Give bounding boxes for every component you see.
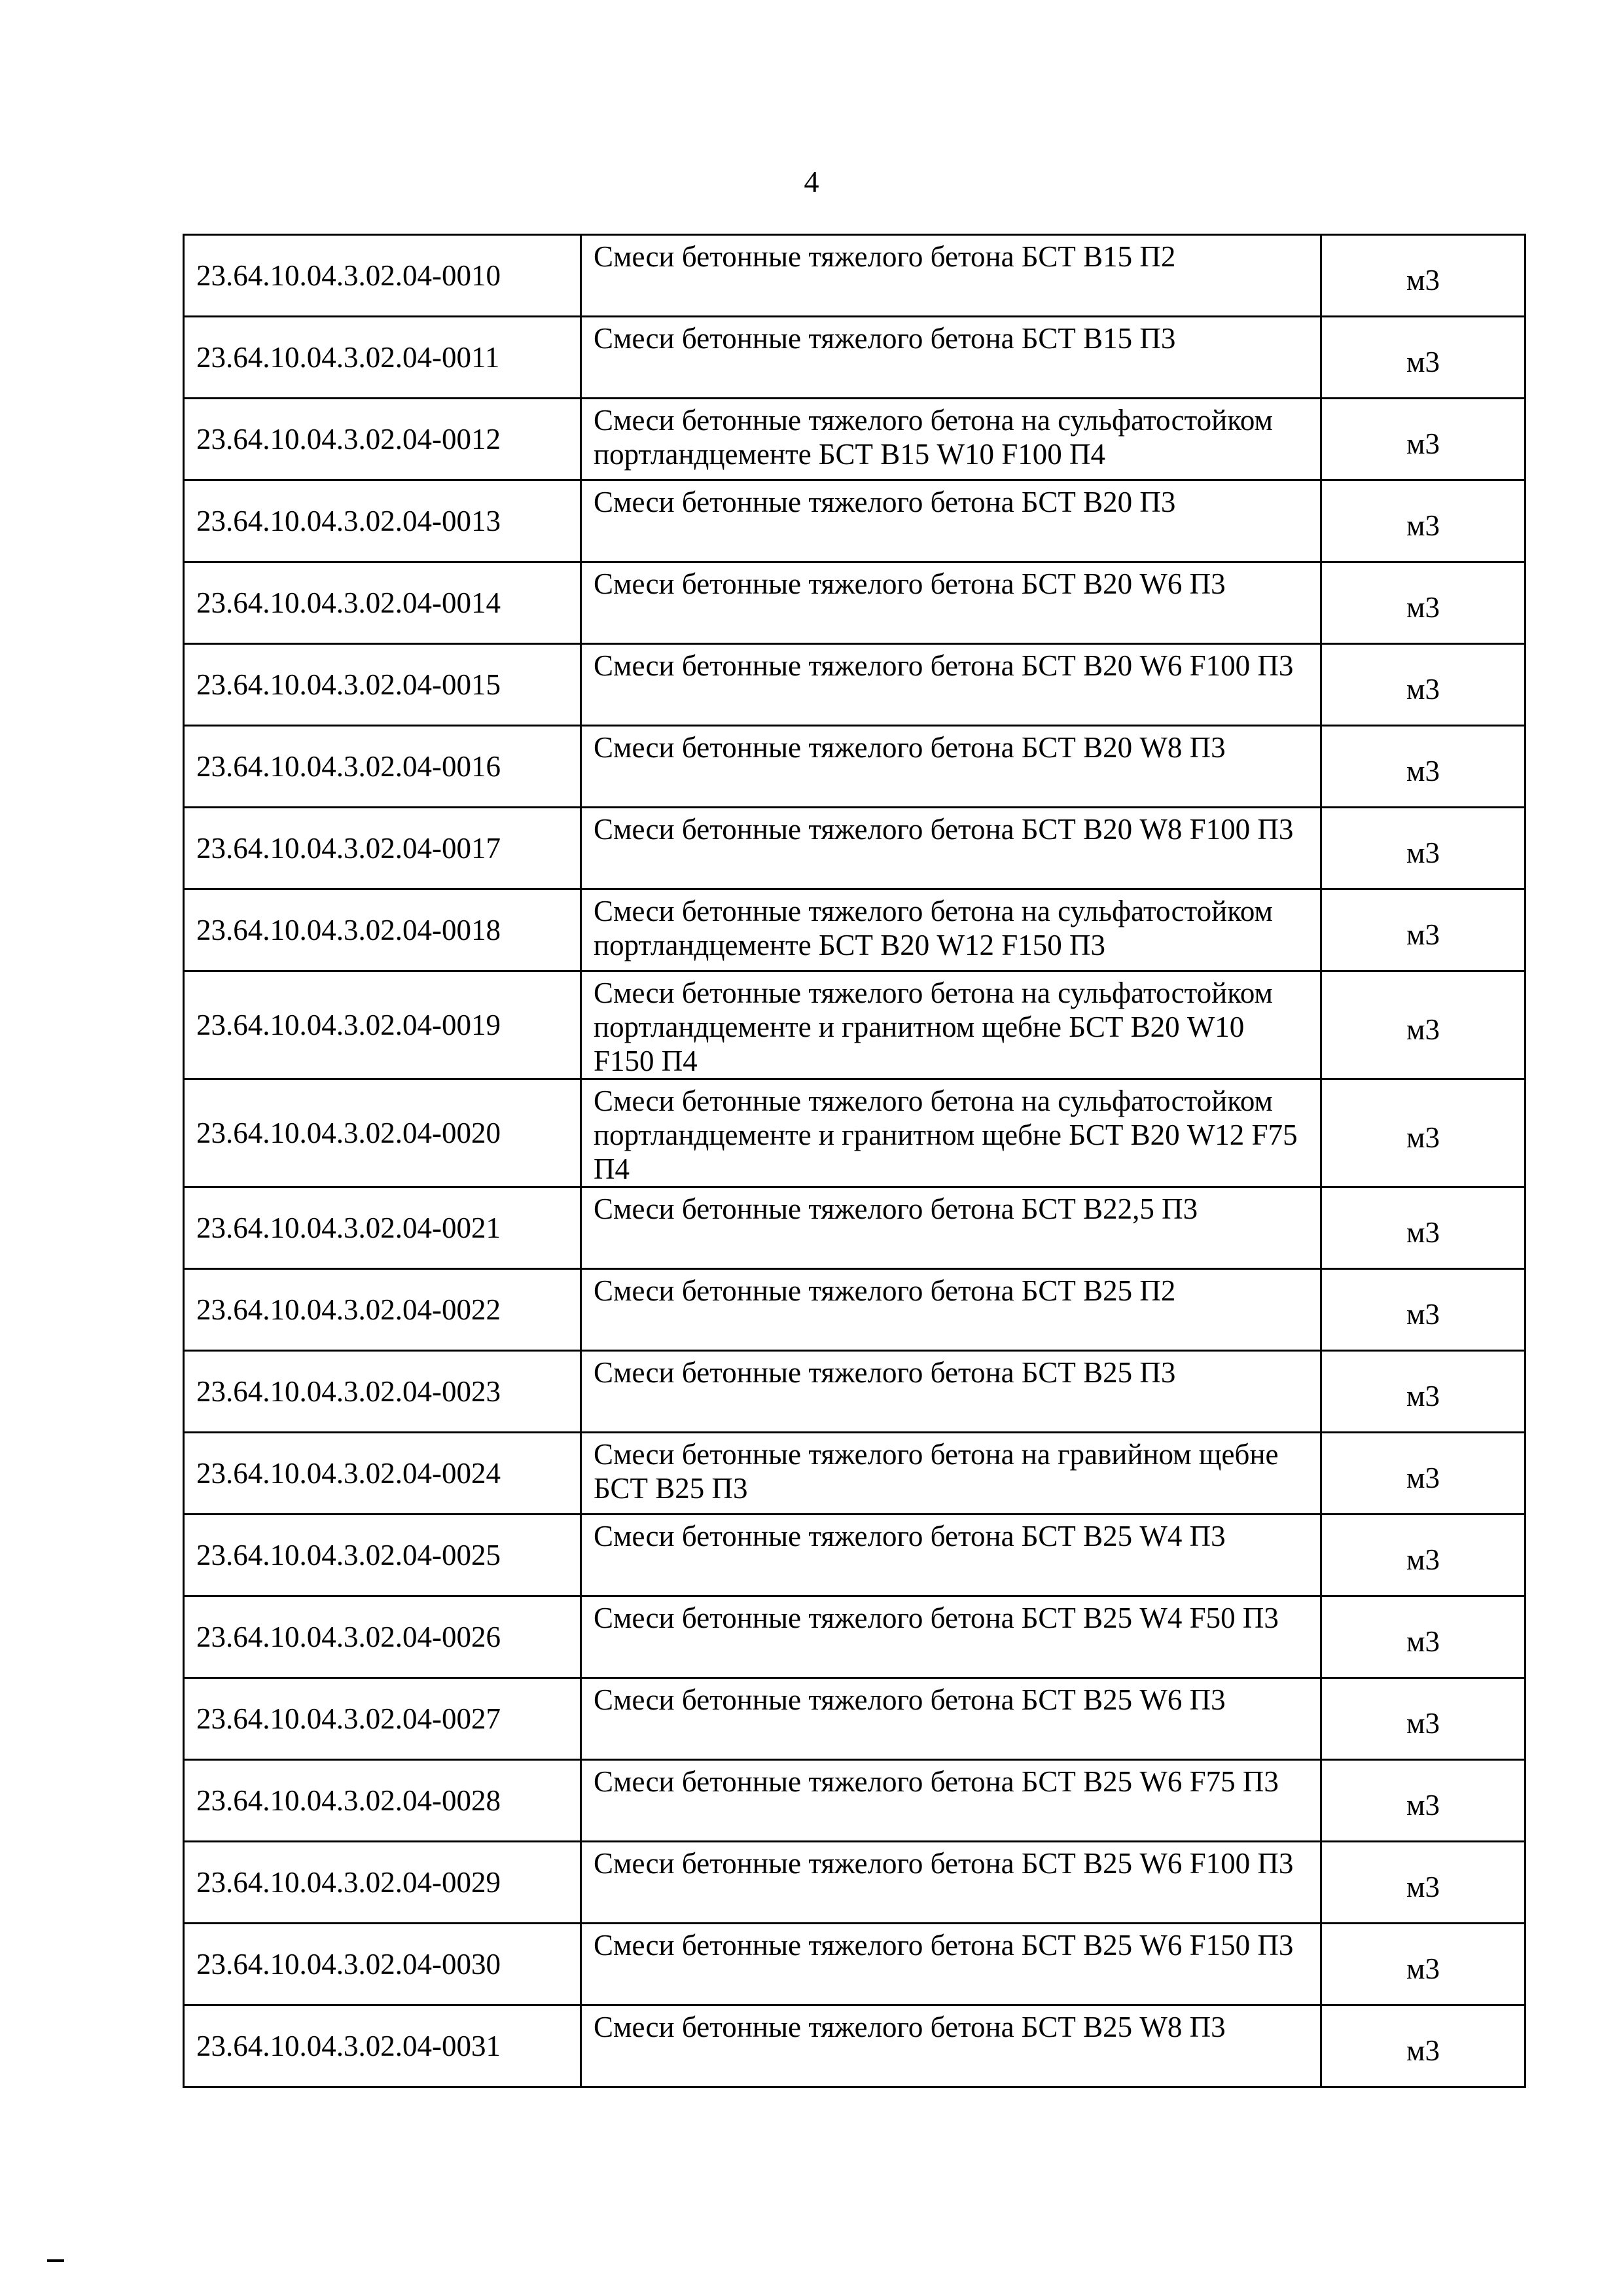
- item-code: 23.64.10.04.3.02.04-0021: [184, 1187, 581, 1269]
- item-name: Смеси бетонные тяжелого бетона на сульфатостойком портландцементе и гранитном щебне БСТ В20 W12 F75 П4: [581, 1079, 1321, 1187]
- item-name: Смеси бетонные тяжелого бетона на гравийном щебне БСТ В25 П3: [581, 1433, 1321, 1515]
- item-name: Смеси бетонные тяжелого бетона БСТ В25 П3: [581, 1351, 1321, 1433]
- item-name: Смеси бетонные тяжелого бетона БСТ В25 W6 F75 П3: [581, 1760, 1321, 1842]
- item-unit: м3: [1321, 317, 1525, 399]
- item-code: 23.64.10.04.3.02.04-0028: [184, 1760, 581, 1842]
- item-code: 23.64.10.04.3.02.04-0019: [184, 971, 581, 1079]
- item-name: Смеси бетонные тяжелого бетона БСТ В20 W8 F100 П3: [581, 808, 1321, 889]
- item-code: 23.64.10.04.3.02.04-0015: [184, 644, 581, 726]
- item-code: 23.64.10.04.3.02.04-0027: [184, 1678, 581, 1760]
- item-name: Смеси бетонные тяжелого бетона на сульфатостойком портландцементе и гранитном щебне БСТ В20 W10 F150 П4: [581, 971, 1321, 1079]
- item-code: 23.64.10.04.3.02.04-0014: [184, 562, 581, 644]
- item-unit: м3: [1321, 480, 1525, 562]
- item-name: Смеси бетонные тяжелого бетона БСТ В25 W8 П3: [581, 2005, 1321, 2087]
- materials-table: [183, 234, 1526, 2088]
- item-name: Смеси бетонные тяжелого бетона на сульфатостойком портландцементе БСТ В20 W12 F150 П3: [581, 889, 1321, 971]
- table-row: [184, 1515, 1525, 1596]
- item-name: Смеси бетонные тяжелого бетона БСТ В25 W6 F100 П3: [581, 1842, 1321, 1924]
- item-code: 23.64.10.04.3.02.04-0016: [184, 726, 581, 808]
- item-unit: м3: [1321, 808, 1525, 889]
- item-name: Смеси бетонные тяжелого бетона на сульфатостойком портландцементе БСТ В15 W10 F100 П4: [581, 399, 1321, 480]
- item-unit: м3: [1321, 1678, 1525, 1760]
- item-unit: м3: [1321, 1760, 1525, 1842]
- item-unit: м3: [1321, 399, 1525, 480]
- item-code: 23.64.10.04.3.02.04-0012: [184, 399, 581, 480]
- item-code: 23.64.10.04.3.02.04-0029: [184, 1842, 581, 1924]
- item-code: 23.64.10.04.3.02.04-0013: [184, 480, 581, 562]
- item-name: Смеси бетонные тяжелого бетона БСТ В25 W6 П3: [581, 1678, 1321, 1760]
- item-unit: м3: [1321, 1515, 1525, 1596]
- table-row: [184, 480, 1525, 562]
- item-code: 23.64.10.04.3.02.04-0023: [184, 1351, 581, 1433]
- item-name: Смеси бетонные тяжелого бетона БСТ В25 П2: [581, 1269, 1321, 1351]
- item-code: 23.64.10.04.3.02.04-0024: [184, 1433, 581, 1515]
- table-row: [184, 1596, 1525, 1678]
- table-row: [184, 1678, 1525, 1760]
- item-name: Смеси бетонные тяжелого бетона БСТ В20 W6 П3: [581, 562, 1321, 644]
- table-row: [184, 235, 1525, 317]
- table-row: [184, 1842, 1525, 1924]
- table-row: [184, 1433, 1525, 1515]
- item-unit: м3: [1321, 1596, 1525, 1678]
- table-row: [184, 1187, 1525, 1269]
- item-code: 23.64.10.04.3.02.04-0026: [184, 1596, 581, 1678]
- item-unit: м3: [1321, 1079, 1525, 1187]
- table-row: [184, 2005, 1525, 2087]
- item-code: 23.64.10.04.3.02.04-0030: [184, 1924, 581, 2005]
- item-code: 23.64.10.04.3.02.04-0011: [184, 317, 581, 399]
- table-row: [184, 726, 1525, 808]
- item-name: Смеси бетонные тяжелого бетона БСТ В20 W6 F100 П3: [581, 644, 1321, 726]
- scan-mark: [47, 2259, 64, 2262]
- item-unit: м3: [1321, 1269, 1525, 1351]
- item-unit: м3: [1321, 1351, 1525, 1433]
- table-row: [184, 562, 1525, 644]
- item-name: Смеси бетонные тяжелого бетона БСТ В15 П3: [581, 317, 1321, 399]
- item-unit: м3: [1321, 971, 1525, 1079]
- item-code: 23.64.10.04.3.02.04-0031: [184, 2005, 581, 2087]
- item-name: Смеси бетонные тяжелого бетона БСТ В20 W8 П3: [581, 726, 1321, 808]
- table-row: [184, 1269, 1525, 1351]
- table-row: [184, 1351, 1525, 1433]
- item-unit: м3: [1321, 562, 1525, 644]
- item-code: 23.64.10.04.3.02.04-0025: [184, 1515, 581, 1596]
- item-name: Смеси бетонные тяжелого бетона БСТ В15 П2: [581, 235, 1321, 317]
- item-unit: м3: [1321, 235, 1525, 317]
- table-row: [184, 1760, 1525, 1842]
- item-name: Смеси бетонные тяжелого бетона БСТ В25 W4 П3: [581, 1515, 1321, 1596]
- item-name: Смеси бетонные тяжелого бетона БСТ В25 W4 F50 П3: [581, 1596, 1321, 1678]
- table-row: [184, 644, 1525, 726]
- table-row: [184, 399, 1525, 480]
- item-unit: м3: [1321, 726, 1525, 808]
- item-unit: м3: [1321, 1842, 1525, 1924]
- item-code: 23.64.10.04.3.02.04-0010: [184, 235, 581, 317]
- item-code: 23.64.10.04.3.02.04-0017: [184, 808, 581, 889]
- item-code: 23.64.10.04.3.02.04-0022: [184, 1269, 581, 1351]
- item-unit: м3: [1321, 1187, 1525, 1269]
- item-unit: м3: [1321, 1924, 1525, 2005]
- table-row: [184, 1924, 1525, 2005]
- item-unit: м3: [1321, 889, 1525, 971]
- table-row: [184, 317, 1525, 399]
- item-unit: м3: [1321, 644, 1525, 726]
- item-unit: м3: [1321, 1433, 1525, 1515]
- item-name: Смеси бетонные тяжелого бетона БСТ В20 П3: [581, 480, 1321, 562]
- table-row: [184, 971, 1525, 1079]
- page-number: 4: [804, 165, 819, 198]
- item-code: 23.64.10.04.3.02.04-0018: [184, 889, 581, 971]
- item-name: Смеси бетонные тяжелого бетона БСТ В22,5 П3: [581, 1187, 1321, 1269]
- item-code: 23.64.10.04.3.02.04-0020: [184, 1079, 581, 1187]
- table-row: [184, 889, 1525, 971]
- table-row: [184, 1079, 1525, 1187]
- item-name: Смеси бетонные тяжелого бетона БСТ В25 W6 F150 П3: [581, 1924, 1321, 2005]
- item-unit: м3: [1321, 2005, 1525, 2087]
- table-row: [184, 808, 1525, 889]
